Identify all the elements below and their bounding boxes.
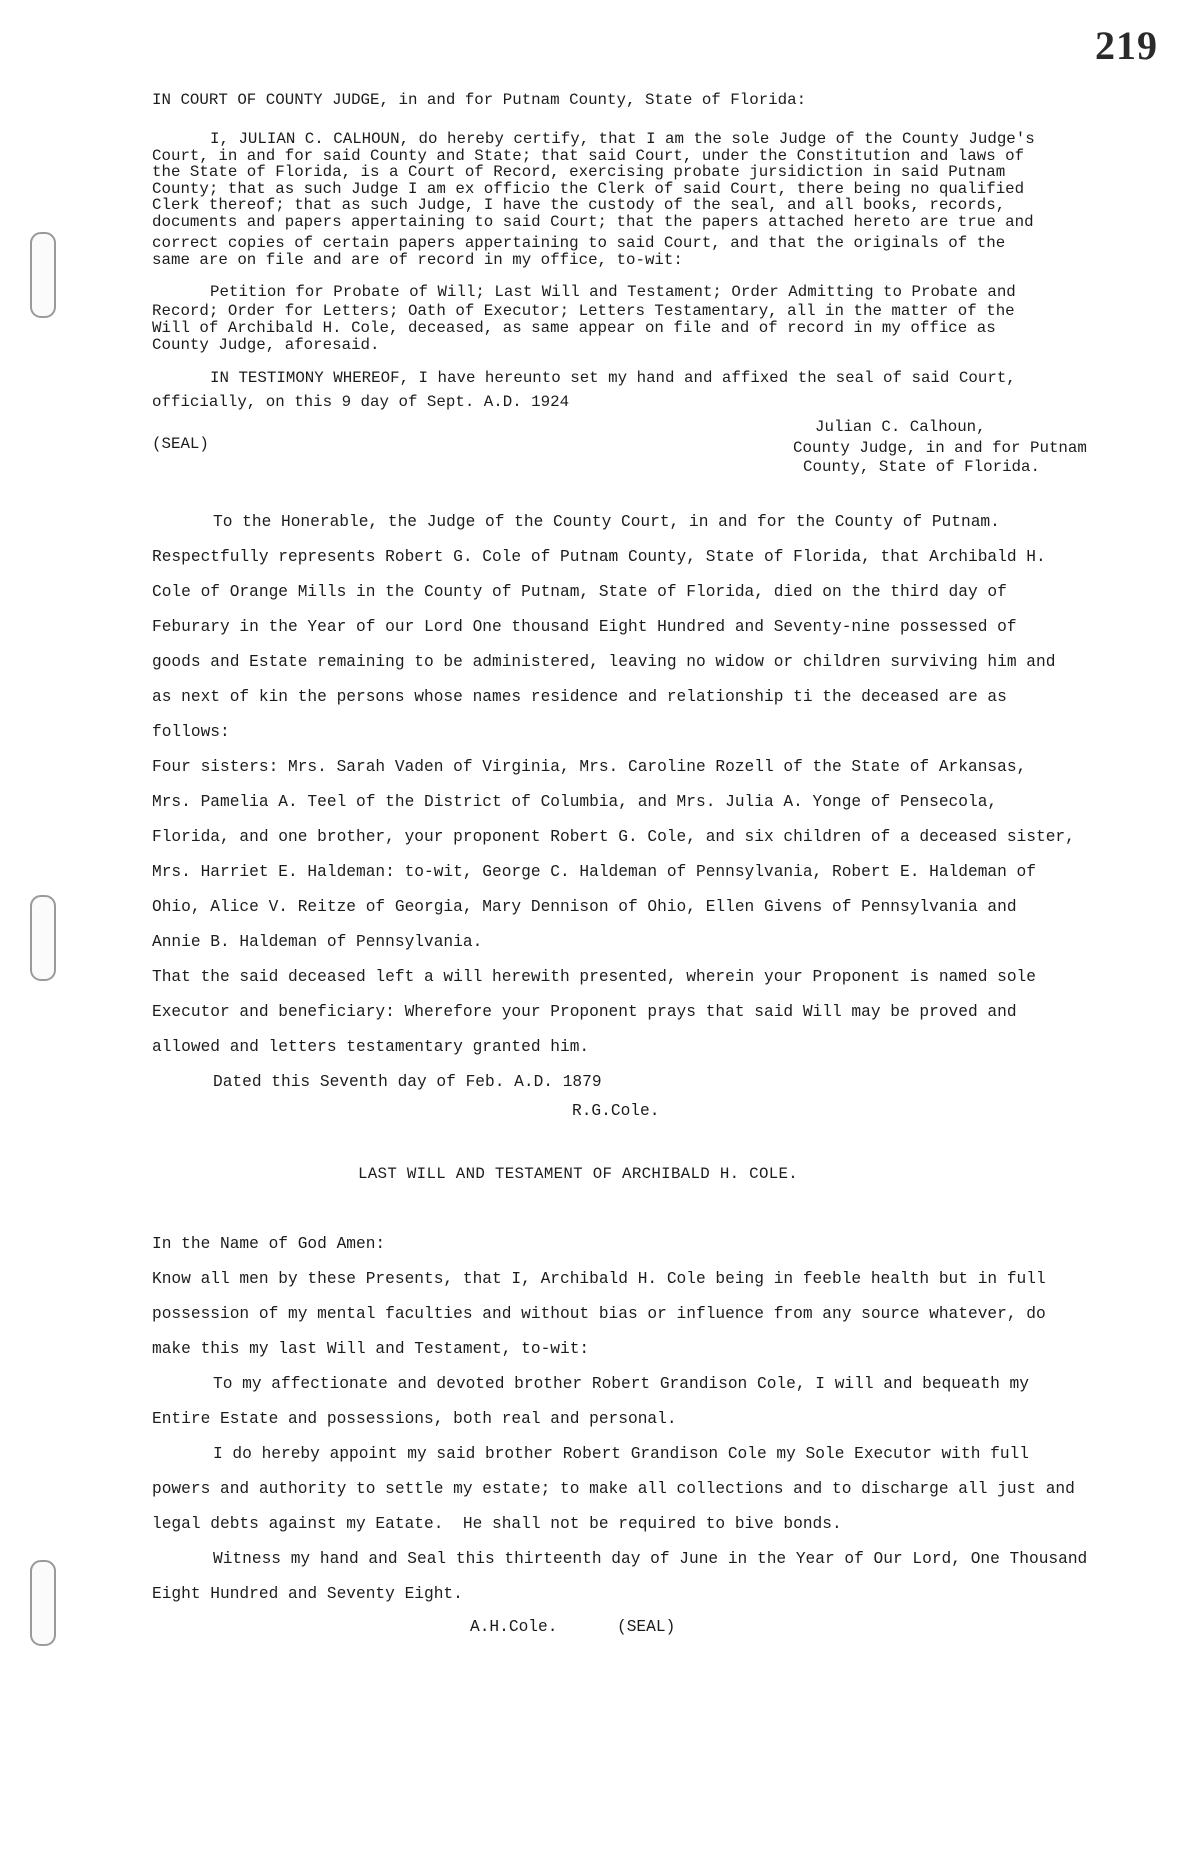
certificate-line: Clerk thereof; that as such Judge, I have the custody of the seal, and all books, records, [152, 196, 1006, 214]
petition-line: Florida, and one brother, your proponent Robert G. Cole, and six children of a deceased sister, [152, 828, 1075, 846]
certificate-line: same are on file and are of record in my office, to-wit: [152, 251, 683, 269]
seal-label: (SEAL) [152, 435, 209, 453]
petition-line: follows: [152, 723, 230, 741]
certificate-line: I, JULIAN C. CALHOUN, do hereby certify, that I am the sole Judge of the County Judge's [210, 130, 1035, 148]
judge-signature-line: County, State of Florida. [803, 458, 1040, 476]
will-line: possession of my mental faculties and without bias or influence from any source whatever, do [152, 1305, 1046, 1323]
certificate-line: Will of Archibald H. Cole, deceased, as same appear on file and of record in my office as [152, 319, 996, 337]
will-line: Entire Estate and possessions, both real and personal. [152, 1410, 677, 1428]
will-seal: (SEAL) [617, 1618, 676, 1636]
petition-line: as next of kin the persons whose names residence and relationship ti the deceased are as [152, 688, 1007, 706]
will-signature: A.H.Cole. [470, 1618, 558, 1636]
petition-line: Annie B. Haldeman of Pennsylvania. [152, 933, 483, 951]
will-line: To my affectionate and devoted brother Robert Grandison Cole, I will and bequeath my [213, 1375, 1029, 1393]
certificate-line: Court, in and for said County and State; that said Court, under the Constitution and laws of [152, 147, 1025, 165]
will-line: In the Name of God Amen: [152, 1235, 386, 1253]
petition-signature: R.G.Cole. [572, 1102, 660, 1120]
certificate-line: IN TESTIMONY WHEREOF, I have hereunto set my hand and affixed the seal of said Court, [210, 369, 1016, 387]
petition-line: Feburary in the Year of our Lord One thousand Eight Hundred and Seventy-nine possessed of [152, 618, 1017, 636]
petition-line: Respectfully represents Robert G. Cole of Putnam County, State of Florida, that Archibald H. [152, 548, 1046, 566]
page-number: 219 [1095, 23, 1158, 68]
certificate-line: Record; Order for Letters; Oath of Executor; Letters Testamentary, all in the matter of the [152, 302, 1015, 320]
petition-line: Four sisters: Mrs. Sarah Vaden of Virginia, Mrs. Caroline Rozell of the State of Arkansas, [152, 758, 1027, 776]
petition-line: That the said deceased left a will herewith presented, wherein your Proponent is named sole [152, 968, 1036, 986]
certificate-line: the State of Florida, is a Court of Record, exercising probate jursidiction in said Putnam [152, 163, 1006, 181]
petition-line: Mrs. Harriet E. Haldeman: to-wit, George C. Haldeman of Pennsylvania, Robert E. Haldeman of [152, 863, 1036, 881]
certificate-heading: IN COURT OF COUNTY JUDGE, in and for Putnam County, State of Florida: [152, 91, 807, 109]
certificate-line: correct copies of certain papers appertaining to said Court, and that the originals of the [152, 234, 1006, 252]
punch-hole [30, 895, 56, 981]
will-line: Know all men by these Presents, that I, Archibald H. Cole being in feeble health but in full [152, 1270, 1046, 1288]
punch-hole [30, 1560, 56, 1646]
petition-line: Ohio, Alice V. Reitze of Georgia, Mary Dennison of Ohio, Ellen Givens of Pennsylvania and [152, 898, 1017, 916]
certificate-line: County; that as such Judge I am ex officio the Clerk of said Court, there being no qualified [152, 180, 1025, 198]
petition-line: To the Honerable, the Judge of the County Court, in and for the County of Putnam. [213, 513, 1000, 531]
petition-line: Mrs. Pamelia A. Teel of the District of Columbia, and Mrs. Julia A. Yonge of Pensecola, [152, 793, 998, 811]
petition-line: Cole of Orange Mills in the County of Putnam, State of Florida, died on the third day of [152, 583, 1007, 601]
petition-line: Executor and beneficiary: Wherefore your Proponent prays that said Will may be proved and [152, 1003, 1017, 1021]
certificate-line: documents and papers appertaining to said Court; that the papers attached hereto are true and [152, 213, 1034, 231]
will-line: Witness my hand and Seal this thirteenth day of June in the Year of Our Lord, One Thousand [213, 1550, 1088, 1568]
will-line: Eight Hundred and Seventy Eight. [152, 1585, 463, 1603]
punch-hole [30, 232, 56, 318]
will-line: make this my last Will and Testament, to-wit: [152, 1340, 590, 1358]
petition-line: goods and Estate remaining to be administered, leaving no widow or children surviving him and [152, 653, 1056, 671]
petition-line: allowed and letters testamentary granted him. [152, 1038, 590, 1056]
certificate-line: officially, on this 9 day of Sept. A.D. 1924 [152, 393, 570, 411]
petition-dated: Dated this Seventh day of Feb. A.D. 1879 [213, 1073, 602, 1091]
certificate-line: Petition for Probate of Will; Last Will and Testament; Order Admitting to Probate and [210, 283, 1016, 301]
will-line: legal debts against my Eatate. He shall not be required to bive bonds. [152, 1515, 842, 1533]
judge-signature-line: County Judge, in and for Putnam [793, 439, 1087, 457]
will-line: powers and authority to settle my estate; to make all collections and to discharge all just and [152, 1480, 1075, 1498]
will-line: I do hereby appoint my said brother Robert Grandison Cole my Sole Executor with full [213, 1445, 1029, 1463]
certificate-line: County Judge, aforesaid. [152, 336, 380, 354]
judge-signature-line: Julian C. Calhoun, [815, 418, 986, 436]
will-title: LAST WILL AND TESTAMENT OF ARCHIBALD H. COLE. [358, 1165, 799, 1183]
